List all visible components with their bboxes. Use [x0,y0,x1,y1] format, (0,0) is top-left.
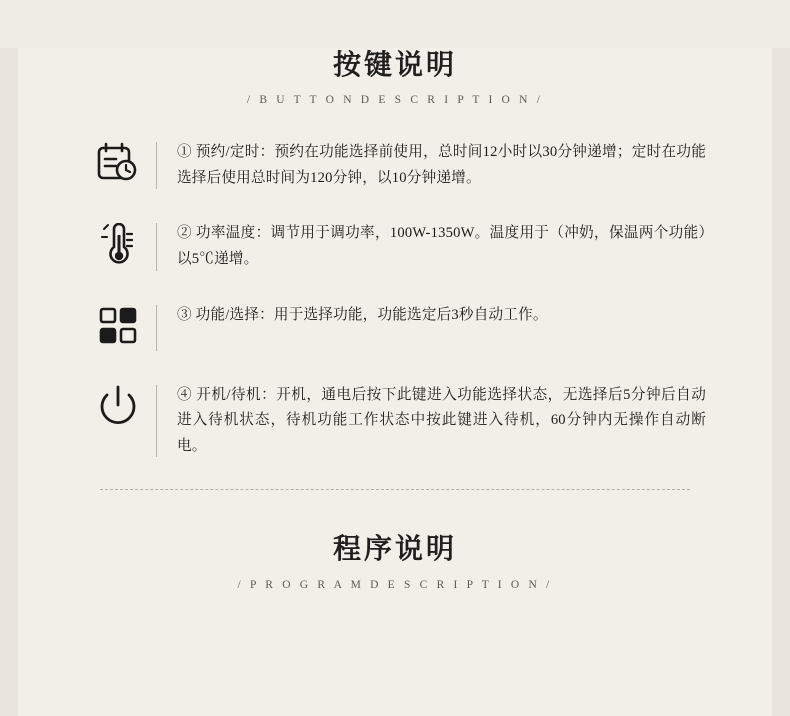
button-description-header [44,48,746,106]
item-label: 功率温度： [195,225,271,242]
section-divider [100,489,690,490]
list-item [88,140,706,191]
item-body: 用于选择功能，功能选定后3秒自动工作。 [273,306,548,323]
item-text [177,221,706,272]
page-edge-left [0,48,18,716]
item-body: 开机，通电后按下此键进入功能选择状态，无选择后5分钟后自动进入待机状态，待机功能工作状态中按此键进入待机，60分钟内无操作自动断电。 [177,386,706,454]
list-item [88,383,706,460]
item-label: 功能/选择： [195,306,274,323]
program-subtitle: / P R O G R A M D E S C R I P T I O N / [237,578,553,591]
item-number: ① [177,144,192,161]
item-number: ④ [177,386,193,403]
item-divider [156,223,157,270]
item-text [177,383,706,460]
thermometer-icon [88,221,148,269]
item-text [177,303,706,329]
grid-squares-icon [88,303,148,347]
page-root [0,48,790,716]
program-description-header [44,532,746,590]
item-divider [156,385,157,458]
item-body: 预约在功能选择前使用，总时间12小时以30分钟递增；定时在功能选择后使用总时间为120分钟，以10分钟递增。 [177,144,706,186]
page-edge-right [772,48,790,716]
item-text [177,140,706,191]
power-icon [88,383,148,429]
item-number: ③ [177,306,192,323]
program-title: 程序说明 [332,534,457,566]
item-label: 预约/定时： [195,144,275,161]
item-number: ② [177,225,192,242]
calendar-clock-icon [88,140,148,184]
item-divider [156,142,157,189]
item-divider [156,305,157,351]
list-item [88,221,706,272]
item-body: 调节用于调功率，100W-1350W。温度用于（冲奶，保温两个功能）以5℃递增。 [177,225,706,267]
button-description-list [44,140,746,459]
list-item [88,303,706,353]
page-title: 按键说明 [332,50,457,81]
item-label: 开机/待机： [196,386,277,403]
page-subtitle: / B U T T O N D E S C R I P T I O N / [246,94,544,107]
